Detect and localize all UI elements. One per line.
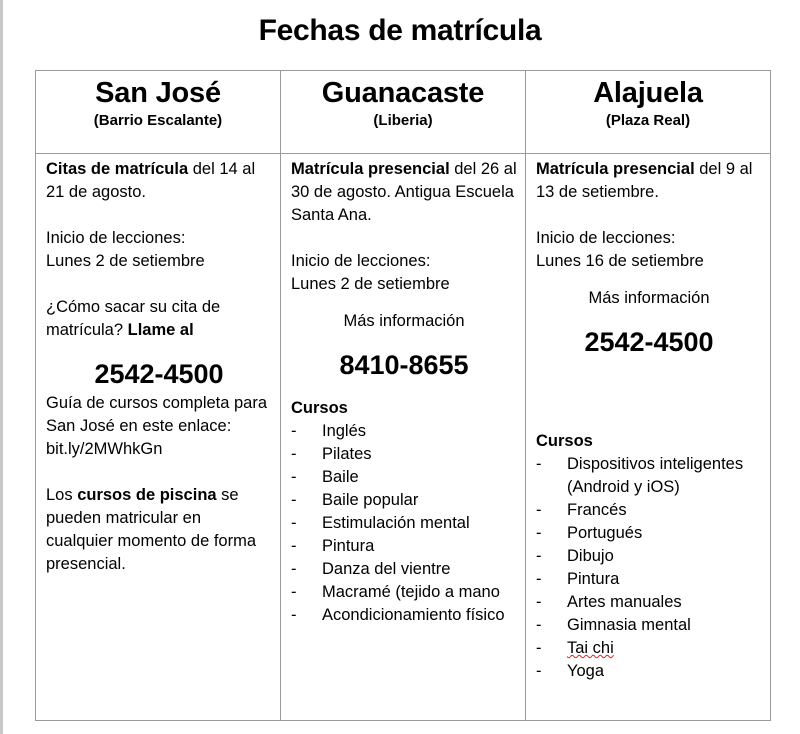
campus-area: (Barrio Escalante) [93, 112, 223, 129]
list-marker: - [291, 583, 297, 601]
lessons-date: Lunes 2 de setiembre [291, 275, 450, 293]
enrollment-dates-table [35, 70, 771, 721]
phone-number: 2542-4500 [584, 327, 714, 357]
phone-number: 2542-4500 [94, 359, 224, 389]
list-marker: - [536, 662, 542, 680]
course-name: Tai chi [567, 639, 614, 657]
list-item [291, 489, 517, 512]
course-name: Dispositivos inteligentes (Android y iOS) [567, 455, 744, 496]
enrollment-dates [46, 158, 272, 204]
course-list [291, 420, 517, 627]
list-marker: - [291, 468, 297, 486]
course-name: Acondicionamiento físico [322, 606, 505, 624]
more-info-label: Más información [588, 289, 710, 307]
details-san-jose [36, 154, 281, 721]
call-label: Llame al [127, 321, 194, 339]
list-item [291, 558, 517, 581]
course-name: Pintura [567, 570, 620, 588]
list-marker: - [536, 524, 542, 542]
campus-name: Alajuela [593, 77, 703, 109]
header-alajuela [526, 71, 771, 154]
table-body-row [36, 154, 771, 721]
campus-name: San José [95, 77, 221, 109]
lessons-label: Inicio de lecciones: [536, 229, 676, 247]
question-text: ¿Cómo sacar su cita de matrícula? [46, 298, 221, 339]
list-item [291, 512, 517, 535]
list-item [536, 614, 762, 637]
list-marker: - [536, 593, 542, 611]
list-item [536, 545, 762, 568]
campus-name: Guanacaste [321, 77, 485, 109]
list-marker: - [291, 514, 297, 532]
list-marker: - [536, 501, 542, 519]
list-item [536, 522, 762, 545]
course-name: Portugués [567, 524, 643, 542]
list-marker: - [291, 560, 297, 578]
list-item [291, 420, 517, 443]
lessons-label: Inicio de lecciones: [291, 252, 431, 270]
dates-bold: Matrícula presencial [291, 160, 450, 178]
list-item [536, 660, 762, 683]
list-item [536, 499, 762, 522]
list-marker: - [291, 445, 297, 463]
page-left-edge [0, 0, 3, 734]
page-title: Fechas de matrícula [258, 14, 542, 47]
list-marker: - [291, 491, 297, 509]
course-name: Yoga [567, 662, 605, 680]
list-item [291, 466, 517, 489]
list-item [291, 443, 517, 466]
dates-rest: del 26 al 30 de agosto. Antigua Escuela Santa Ana. [291, 160, 517, 224]
list-marker: - [536, 616, 542, 634]
course-name: Artes manuales [567, 593, 682, 611]
course-name: Pilates [322, 445, 372, 463]
course-guide-text: Guía de cursos completa para San José en este enlace: bit.ly/2MWhkGn [46, 394, 268, 458]
list-item [536, 568, 762, 591]
lessons-date: Lunes 2 de setiembre [46, 252, 205, 270]
lessons-date: Lunes 16 de setiembre [536, 252, 704, 270]
pool-pre: Los [46, 486, 78, 504]
phone-number: 8410-8655 [339, 350, 469, 380]
header-guanacaste [281, 71, 526, 154]
list-item [536, 453, 762, 499]
campus-area: (Liberia) [373, 112, 433, 129]
list-item [536, 637, 762, 660]
courses-label: Cursos [536, 432, 593, 450]
list-marker: - [536, 570, 542, 588]
course-name: Macramé (tejido a mano [322, 583, 500, 601]
more-info-label: Más información [343, 312, 465, 330]
dates-rest: del 9 al 13 de setiembre. [536, 160, 753, 201]
list-item [291, 535, 517, 558]
dates-bold: Matrícula presencial [536, 160, 695, 178]
course-name: Francés [567, 501, 627, 519]
enrollment-dates [291, 158, 517, 227]
pool-courses-note [46, 484, 272, 576]
course-name: Estimulación mental [322, 514, 470, 532]
list-marker: - [536, 639, 542, 657]
list-marker: - [291, 606, 297, 624]
course-name: Inglés [322, 422, 367, 440]
course-name: Pintura [322, 537, 375, 555]
appointment-question [46, 296, 272, 342]
list-item [536, 591, 762, 614]
list-marker: - [291, 422, 297, 440]
pool-post: se pueden matricular en cualquier momento de forma presencial. [46, 486, 257, 573]
course-list [536, 453, 762, 683]
dates-bold: Citas de matrícula [46, 160, 189, 178]
header-san-jose [36, 71, 281, 154]
enrollment-dates [536, 158, 762, 204]
list-item [291, 581, 517, 604]
list-marker: - [536, 547, 542, 565]
details-guanacaste [281, 154, 526, 721]
course-name: Baile [322, 468, 359, 486]
pool-bold: cursos de piscina [77, 486, 217, 504]
course-name: Gimnasia mental [567, 616, 691, 634]
course-name: Baile popular [322, 491, 419, 509]
list-marker: - [536, 455, 542, 473]
campus-area: (Plaza Real) [605, 112, 691, 129]
course-name: Danza del vientre [322, 560, 451, 578]
dates-rest: del 14 al 21 de agosto. [46, 160, 256, 201]
lessons-label: Inicio de lecciones: [46, 229, 186, 247]
details-alajuela [526, 154, 771, 721]
list-item [291, 604, 517, 627]
courses-label: Cursos [291, 399, 348, 417]
table-header-row [36, 71, 771, 154]
list-marker: - [291, 537, 297, 555]
course-name: Dibujo [567, 547, 614, 565]
